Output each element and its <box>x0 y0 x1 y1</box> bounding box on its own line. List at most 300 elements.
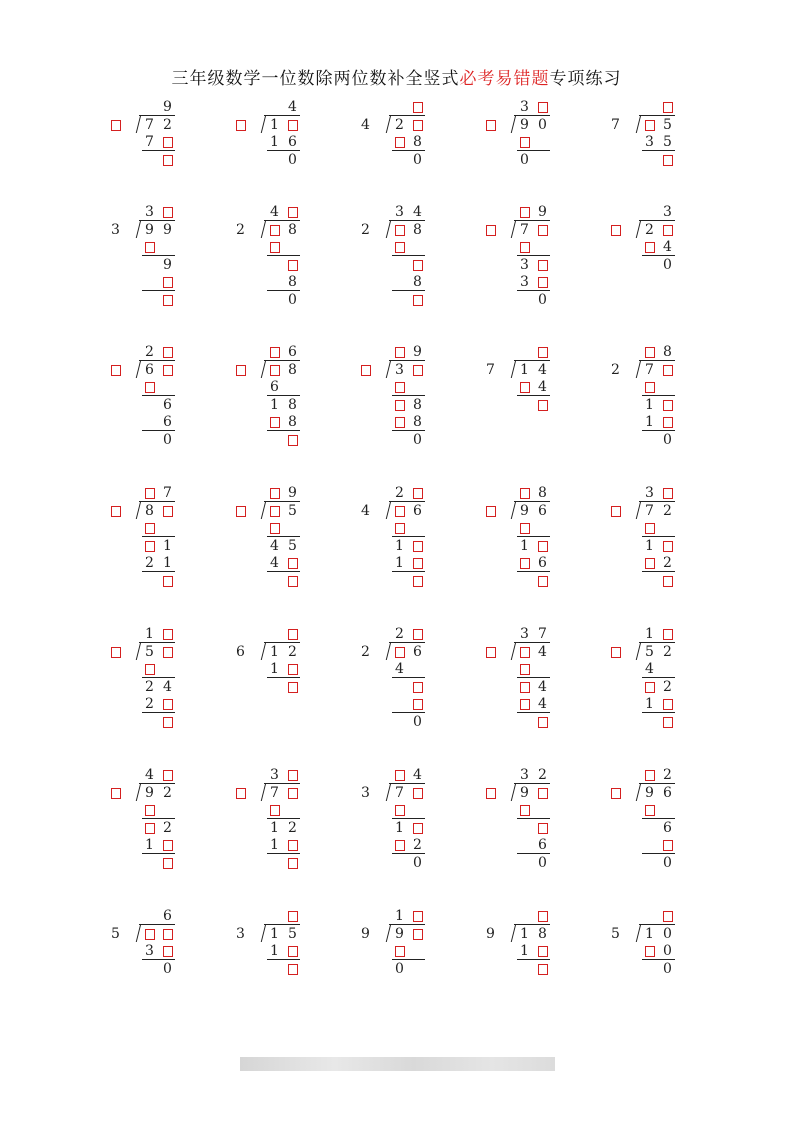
blank-box[interactable] <box>395 946 405 957</box>
page-title <box>0 64 793 89</box>
blank-box[interactable] <box>361 365 371 376</box>
blank-box[interactable] <box>663 717 673 728</box>
division-bracket-side <box>636 501 641 519</box>
blank-box[interactable] <box>111 506 121 517</box>
subtraction-line <box>142 677 175 678</box>
blank-box[interactable] <box>520 242 530 253</box>
quotient-digit: 8 <box>538 485 547 501</box>
blank-box[interactable] <box>288 770 298 781</box>
blank-box[interactable] <box>486 120 496 131</box>
blank-box[interactable] <box>663 699 673 710</box>
blank-box[interactable] <box>163 647 173 658</box>
blank-box[interactable] <box>663 576 673 587</box>
blank-box[interactable] <box>111 647 121 658</box>
subtraction-line <box>642 150 675 151</box>
division-bracket-side <box>511 642 516 660</box>
blank-box[interactable] <box>645 682 655 693</box>
blank-box[interactable] <box>395 242 405 253</box>
subtraction-line <box>642 818 675 819</box>
divisor: 2 <box>361 643 370 660</box>
step-digit: 1 <box>395 555 404 571</box>
subtraction-line <box>517 290 550 291</box>
divisor: 3 <box>111 221 120 238</box>
blank-box[interactable] <box>163 347 173 358</box>
blank-box[interactable] <box>663 629 673 640</box>
blank-box[interactable] <box>288 682 298 693</box>
division-bracket-top <box>264 501 300 502</box>
dividend-digit: 2 <box>163 116 172 133</box>
division-bracket-top <box>264 360 300 361</box>
blank-box[interactable] <box>270 506 280 517</box>
step-digit: 8 <box>413 274 422 290</box>
step-digit: 8 <box>288 414 297 430</box>
blank-box[interactable] <box>288 858 298 869</box>
division-bracket-top <box>264 220 300 221</box>
subtraction-line <box>517 853 550 854</box>
step-digit: 8 <box>288 274 297 290</box>
blank-box[interactable] <box>270 225 280 236</box>
division-bracket-side <box>386 783 391 801</box>
blank-box[interactable] <box>520 664 530 675</box>
blank-box[interactable] <box>663 225 673 236</box>
dividend-digit: 7 <box>520 221 529 238</box>
step-digit: 4 <box>538 696 547 712</box>
subtraction-line <box>642 395 675 396</box>
blank-box[interactable] <box>413 295 423 306</box>
division-bracket-top <box>139 115 175 116</box>
blank-box[interactable] <box>538 347 548 358</box>
blank-box[interactable] <box>270 523 280 534</box>
blank-box[interactable] <box>645 558 655 569</box>
blank-box[interactable] <box>611 788 621 799</box>
blank-box[interactable] <box>520 382 530 393</box>
division-problem <box>108 768 218 908</box>
blank-box[interactable] <box>663 365 673 376</box>
step-digit: 0 <box>538 291 547 308</box>
step-digit: 1 <box>645 414 654 430</box>
division-problem <box>608 627 718 767</box>
blank-box[interactable] <box>145 523 155 534</box>
divisor: 9 <box>486 925 495 942</box>
division-bracket-top <box>389 115 425 116</box>
blank-box[interactable] <box>163 155 173 166</box>
blank-box[interactable] <box>288 629 298 640</box>
blank-box[interactable] <box>270 805 280 816</box>
blank-box[interactable] <box>663 488 673 499</box>
blank-box[interactable] <box>413 823 423 834</box>
division-problem <box>483 486 593 626</box>
blank-box[interactable] <box>645 523 655 534</box>
step-digit: 0 <box>288 291 297 308</box>
blank-box[interactable] <box>663 155 673 166</box>
blank-box[interactable] <box>395 137 405 148</box>
blank-box[interactable] <box>163 277 173 288</box>
step-digit: 0 <box>288 151 297 168</box>
blank-box[interactable] <box>163 770 173 781</box>
subtraction-line <box>142 571 175 572</box>
dividend-digit: 9 <box>145 784 154 801</box>
step-digit: 8 <box>413 134 422 150</box>
blank-box[interactable] <box>520 805 530 816</box>
blank-box[interactable] <box>520 647 530 658</box>
quotient-digit: 3 <box>663 204 672 220</box>
subtraction-line <box>392 290 425 291</box>
division-bracket-side <box>636 642 641 660</box>
quotient-digit: 3 <box>145 204 154 220</box>
subtraction-line <box>267 150 300 151</box>
blank-box[interactable] <box>163 929 173 940</box>
divisor: 9 <box>361 925 370 942</box>
step-digit: 1 <box>645 696 654 712</box>
blank-box[interactable] <box>270 347 280 358</box>
divisor: 7 <box>486 361 495 378</box>
blank-box[interactable] <box>663 840 673 851</box>
blank-box[interactable] <box>413 699 423 710</box>
blank-box[interactable] <box>288 558 298 569</box>
step-digit: 6 <box>163 396 172 413</box>
blank-box[interactable] <box>520 488 530 499</box>
quotient-digit: 6 <box>288 344 297 360</box>
division-bracket-side <box>636 924 641 942</box>
division-problem <box>358 909 468 1049</box>
blank-box[interactable] <box>538 788 548 799</box>
blank-box[interactable] <box>111 365 121 376</box>
dividend-digit: 8 <box>288 361 297 378</box>
blank-box[interactable] <box>645 946 655 957</box>
blank-box[interactable] <box>413 929 423 940</box>
blank-box[interactable] <box>395 417 405 428</box>
blank-box[interactable] <box>538 260 548 271</box>
blank-box[interactable] <box>111 120 121 131</box>
blank-box[interactable] <box>395 506 405 517</box>
blank-box[interactable] <box>413 682 423 693</box>
blank-box[interactable] <box>395 382 405 393</box>
divisor: 5 <box>611 925 620 942</box>
quotient-digit: 6 <box>163 908 172 924</box>
quotient-digit: 9 <box>288 485 297 501</box>
dividend-digit: 8 <box>145 502 154 519</box>
blank-box[interactable] <box>413 102 423 113</box>
subtraction-line <box>642 677 675 678</box>
blank-box[interactable] <box>538 911 548 922</box>
blank-box[interactable] <box>270 242 280 253</box>
divisor: 2 <box>361 221 370 238</box>
blank-box[interactable] <box>538 541 548 552</box>
blank-box[interactable] <box>663 417 673 428</box>
subtraction-line <box>392 430 425 431</box>
blank-box[interactable] <box>520 137 530 148</box>
dividend-digit: 8 <box>288 221 297 238</box>
blank-box[interactable] <box>395 347 405 358</box>
blank-box[interactable] <box>520 523 530 534</box>
division-problem <box>483 345 593 485</box>
subtraction-line <box>392 818 425 819</box>
dividend-digit: 4 <box>538 643 547 660</box>
step-digit: 4 <box>663 239 672 255</box>
blank-box[interactable] <box>413 120 423 131</box>
blank-box[interactable] <box>163 576 173 587</box>
blank-box[interactable] <box>486 788 496 799</box>
blank-box[interactable] <box>663 911 673 922</box>
blank-box[interactable] <box>538 823 548 834</box>
blank-box[interactable] <box>645 347 655 358</box>
blank-box[interactable] <box>163 506 173 517</box>
division-bracket-side <box>136 115 141 133</box>
step-digit: 3 <box>645 134 654 150</box>
quotient-digit: 4 <box>270 204 279 220</box>
blank-box[interactable] <box>395 647 405 658</box>
dividend-digit: 2 <box>663 502 672 519</box>
subtraction-line <box>642 959 675 960</box>
division-problem <box>108 486 218 626</box>
step-digit: 3 <box>145 943 154 959</box>
blank-box[interactable] <box>288 840 298 851</box>
division-problem <box>358 768 468 908</box>
quotient-digit: 1 <box>395 908 404 924</box>
step-digit: 3 <box>520 274 529 290</box>
subtraction-line <box>142 536 175 537</box>
blank-box[interactable] <box>145 823 155 834</box>
blank-box[interactable] <box>486 506 496 517</box>
subtraction-line <box>142 290 175 291</box>
dividend-digit: 3 <box>395 361 404 378</box>
dividend-digit: 0 <box>538 116 547 133</box>
step-digit: 1 <box>270 819 279 836</box>
blank-box[interactable] <box>413 629 423 640</box>
blank-box[interactable] <box>413 365 423 376</box>
step-digit: 1 <box>163 537 172 554</box>
blank-box[interactable] <box>645 242 655 253</box>
blank-box[interactable] <box>538 277 548 288</box>
blank-box[interactable] <box>145 664 155 675</box>
division-bracket-side <box>261 783 266 801</box>
blank-box[interactable] <box>236 120 246 131</box>
blank-box[interactable] <box>236 788 246 799</box>
blank-box[interactable] <box>413 260 423 271</box>
blank-box[interactable] <box>163 365 173 376</box>
division-bracket-top <box>389 924 425 925</box>
step-digit: 0 <box>663 960 672 977</box>
blank-box[interactable] <box>288 207 298 218</box>
quotient-digit: 4 <box>413 767 422 783</box>
blank-box[interactable] <box>663 400 673 411</box>
blank-box[interactable] <box>145 805 155 816</box>
division-bracket-side <box>636 115 641 133</box>
blank-box[interactable] <box>486 647 496 658</box>
division-bracket-side <box>636 360 641 378</box>
division-bracket-side <box>136 220 141 238</box>
blank-box[interactable] <box>163 699 173 710</box>
blank-box[interactable] <box>288 946 298 957</box>
blank-box[interactable] <box>270 365 280 376</box>
blank-box[interactable] <box>538 946 548 957</box>
subtraction-line <box>517 818 550 819</box>
blank-box[interactable] <box>163 629 173 640</box>
dividend-digit: 1 <box>520 925 529 942</box>
blank-box[interactable] <box>163 946 173 957</box>
division-problem <box>233 627 343 767</box>
blank-box[interactable] <box>611 225 621 236</box>
blank-box[interactable] <box>145 541 155 552</box>
blank-box[interactable] <box>288 120 298 131</box>
blank-box[interactable] <box>270 488 280 499</box>
step-digit: 1 <box>520 537 529 554</box>
dividend-digit: 1 <box>270 925 279 942</box>
subtraction-line <box>392 150 425 151</box>
step-digit: 1 <box>270 396 279 413</box>
blank-box[interactable] <box>288 664 298 675</box>
blank-box[interactable] <box>538 576 548 587</box>
blank-box[interactable] <box>163 858 173 869</box>
blank-box[interactable] <box>645 382 655 393</box>
blank-box[interactable] <box>538 225 548 236</box>
blank-box[interactable] <box>413 541 423 552</box>
division-bracket-top <box>639 642 675 643</box>
step-digit: 8 <box>413 396 422 413</box>
step-digit: 0 <box>663 854 672 871</box>
step-digit: 4 <box>270 537 279 554</box>
blank-box[interactable] <box>413 558 423 569</box>
blank-box[interactable] <box>288 576 298 587</box>
quotient-digit: 9 <box>413 344 422 360</box>
division-bracket-top <box>514 360 550 361</box>
subtraction-line <box>517 150 550 151</box>
blank-box[interactable] <box>288 788 298 799</box>
dividend-digit: 6 <box>413 643 422 660</box>
step-digit: 1 <box>163 555 172 571</box>
blank-box[interactable] <box>395 225 405 236</box>
blank-box[interactable] <box>520 699 530 710</box>
blank-box[interactable] <box>395 770 405 781</box>
division-bracket-side <box>136 360 141 378</box>
step-digit: 6 <box>270 379 279 395</box>
blank-box[interactable] <box>163 717 173 728</box>
blank-box[interactable] <box>645 120 655 131</box>
dividend-digit: 1 <box>270 643 279 660</box>
division-bracket-top <box>264 924 300 925</box>
division-bracket-top <box>389 642 425 643</box>
dividend-digit: 1 <box>645 925 654 942</box>
blank-box[interactable] <box>236 506 246 517</box>
blank-box[interactable] <box>288 435 298 446</box>
quotient-digit: 2 <box>395 485 404 501</box>
blank-box[interactable] <box>520 558 530 569</box>
blank-box[interactable] <box>270 417 280 428</box>
dividend-digit: 0 <box>663 925 672 942</box>
dividend-digit: 7 <box>145 116 154 133</box>
blank-box[interactable] <box>163 295 173 306</box>
step-digit: 2 <box>163 819 172 836</box>
subtraction-line <box>642 571 675 572</box>
blank-box[interactable] <box>611 647 621 658</box>
division-bracket-side <box>261 924 266 942</box>
subtraction-line <box>392 853 425 854</box>
division-problem <box>483 205 593 345</box>
step-digit: 1 <box>270 661 279 677</box>
blank-box[interactable] <box>145 242 155 253</box>
blank-box[interactable] <box>538 964 548 975</box>
dividend-digit: 5 <box>645 643 654 660</box>
dividend-digit: 9 <box>163 221 172 238</box>
step-digit: 0 <box>163 431 172 448</box>
blank-box[interactable] <box>413 911 423 922</box>
blank-box[interactable] <box>145 382 155 393</box>
blank-box[interactable] <box>663 541 673 552</box>
subtraction-line <box>392 395 425 396</box>
subtraction-line <box>392 677 425 678</box>
quotient-digit: 1 <box>645 626 654 642</box>
step-digit: 0 <box>413 854 422 871</box>
step-digit: 5 <box>663 134 672 150</box>
division-bracket-side <box>386 220 391 238</box>
blank-box[interactable] <box>663 102 673 113</box>
blank-box[interactable] <box>645 805 655 816</box>
division-bracket-side <box>136 501 141 519</box>
blank-box[interactable] <box>395 523 405 534</box>
blank-box[interactable] <box>288 964 298 975</box>
quotient-digit: 2 <box>145 344 154 360</box>
subtraction-line <box>517 571 550 572</box>
blank-box[interactable] <box>236 365 246 376</box>
blank-box[interactable] <box>145 488 155 499</box>
blank-box[interactable] <box>163 840 173 851</box>
division-bracket-side <box>261 642 266 660</box>
blank-box[interactable] <box>288 260 298 271</box>
blank-box[interactable] <box>163 207 173 218</box>
divisor: 4 <box>361 502 370 519</box>
blank-box[interactable] <box>413 488 423 499</box>
division-bracket-side <box>511 924 516 942</box>
step-digit: 2 <box>663 555 672 571</box>
blank-box[interactable] <box>288 911 298 922</box>
blank-box[interactable] <box>111 788 121 799</box>
blank-box[interactable] <box>413 788 423 799</box>
division-bracket-top <box>139 360 175 361</box>
dividend-digit: 9 <box>145 221 154 238</box>
blank-box[interactable] <box>538 717 548 728</box>
division-problem <box>108 205 218 345</box>
blank-box[interactable] <box>520 207 530 218</box>
blank-box[interactable] <box>520 682 530 693</box>
division-bracket-top <box>514 220 550 221</box>
blank-box[interactable] <box>486 225 496 236</box>
quotient-digit: 3 <box>520 626 529 642</box>
blank-box[interactable] <box>395 840 405 851</box>
quotient-digit: 1 <box>145 626 154 642</box>
divisor: 3 <box>361 784 370 801</box>
division-problem <box>108 909 218 1049</box>
blank-box[interactable] <box>395 805 405 816</box>
division-problem <box>483 627 593 767</box>
blank-box[interactable] <box>145 929 155 940</box>
division-bracket-side <box>261 115 266 133</box>
blank-box[interactable] <box>538 102 548 113</box>
blank-box[interactable] <box>611 506 621 517</box>
blank-box[interactable] <box>163 137 173 148</box>
blank-box[interactable] <box>413 576 423 587</box>
blank-box[interactable] <box>538 400 548 411</box>
dividend-digit: 8 <box>538 925 547 942</box>
quotient-digit: 3 <box>520 767 529 783</box>
blank-box[interactable] <box>395 400 405 411</box>
subtraction-line <box>267 677 300 678</box>
quotient-digit: 8 <box>663 344 672 360</box>
division-bracket-top <box>639 220 675 221</box>
division-bracket-side <box>511 360 516 378</box>
dividend-digit: 2 <box>395 116 404 133</box>
title-part-2: 专项练习 <box>549 69 622 89</box>
blank-box[interactable] <box>645 770 655 781</box>
